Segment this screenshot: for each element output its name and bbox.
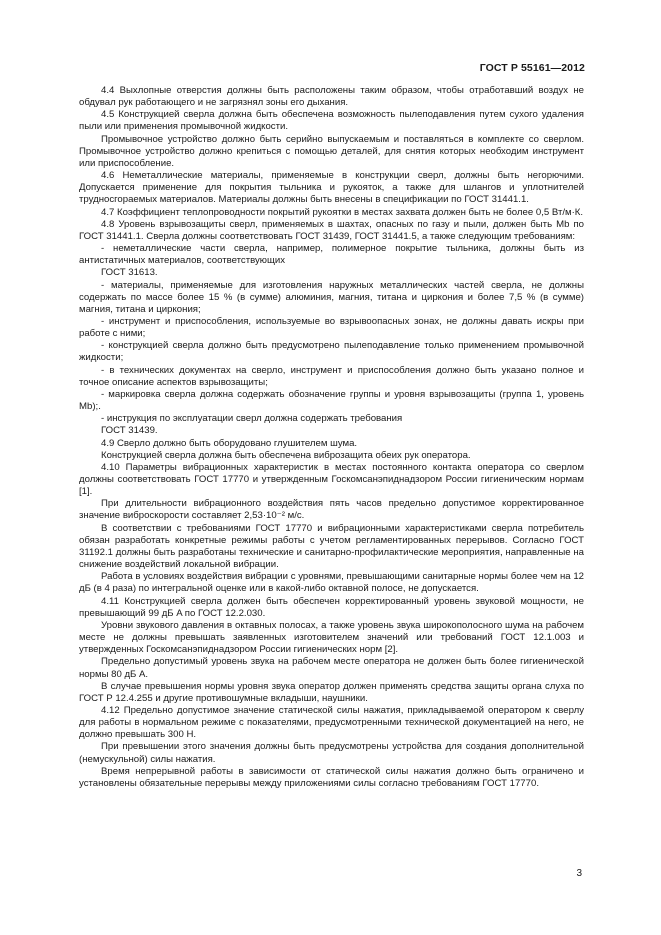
- paragraph: Работа в условиях воздействия вибрации с уровнями, превышающими санитарные нормы более чем на 12 дБ (в 4 раза) по интегральной оценке или в какой-либо октавной полосе, не допускается.: [79, 571, 584, 595]
- document-body: [79, 85, 584, 790]
- paragraph: Время непрерывной работы в зависимости от статической силы нажатия должно быть ограничено и установлены обязательные перерывы между приложениями силы согласно требованиям ГОСТ 17770.: [79, 765, 584, 789]
- list-item: - инструкция по эксплуатации сверл должна содержать требования: [101, 413, 403, 425]
- paragraph-4-12: 4.12 Предельно допустимое значение статической силы нажатия, прикладываемой оператором к сверлу для работы в нормальном режиме с показателями, предусмотренными технической документацией на него, не должно превышать 300 Н.: [79, 704, 584, 741]
- paragraph: Промывочное устройство должно быть серийно выпускаемым и поставляться в комплекте со сверлом. Промывочное устройство должно крепиться с помощью деталей, для снятия которых необходим инструмент или приспособление.: [79, 133, 584, 169]
- list-item: - конструкцией сверла должно быть предусмотрено пылеподавление только применением промывочной жидкости;: [79, 340, 584, 364]
- paragraph: Предельно допустимый уровень звука на рабочем месте оператора не должен быть более гигиенической нормы 80 дБ A.: [79, 656, 584, 680]
- paragraph: Уровни звукового давления в октавных полосах, а также уровень звука широкополосного шума на рабочем месте не должны превышать заявленных изготовителем значений или требований ГОСТ 12.1.003 и утвержденных Госкомсанэпиднадзором России гигиенических норм [2].: [79, 619, 584, 656]
- paragraph-4-8: 4.8 Уровень взрывозащиты сверл, применяемых в шахтах, опасных по газу и пыли, должен быть Mb по ГОСТ 31441.1. Сверла должны соответствовать ГОСТ 31439, ГОСТ 31441.5, а также следующим требованиям:: [79, 218, 584, 242]
- paragraph: ГОСТ 31613.: [101, 267, 158, 279]
- list-item: - маркировка сверла должна содержать обозначение группы и уровня взрывозащиты (группа 1, уровень Mb);.: [79, 388, 584, 413]
- paragraph-4-11: 4.11 Конструкцией сверла должен быть обеспечен корректированный уровень звуковой мощности, не превышающий 99 дБ A по ГОСТ 12.2.030.: [79, 595, 584, 619]
- paragraph-4-4: 4.4 Выхлопные отверстия должны быть расположены таким образом, чтобы отработавший воздух не обдувал рук работающего и не загрязнял зоны его дыхания.: [79, 85, 584, 109]
- list-item: - инструмент и приспособления, используемые во взрывоопасных зонах, не должны давать искры при работе с ними;: [79, 315, 584, 340]
- page-number: 3: [576, 868, 582, 879]
- paragraph-4-10: 4.10 Параметры вибрационных характеристик в местах постоянного контакта оператора со сверлом должны соответствовать ГОСТ 17770 и утвержденным Госкомсанэпиднадзором России гигиеническим нормам [1].: [79, 461, 584, 498]
- paragraph-4-5: 4.5 Конструкцией сверла должна быть обеспечена возможность пылеподавления путем сухого удаления пыли или применения промывочной жидкости.: [79, 109, 584, 133]
- paragraph: Конструкцией сверла должна быть обеспечена виброзащита обеих рук оператора.: [101, 449, 471, 461]
- document-code-header: ГОСТ Р 55161—2012: [479, 62, 585, 74]
- paragraph-4-6: 4.6 Неметаллические материалы, применяемые в конструкции сверл, должны быть негорючими. Допускается применение для покрытия тыльника и рукояток, а также для шлангов и уплотнителей трудносгораемых материалов. Материалы должны быть внесены в спецификации по ГОСТ 31441.1.: [79, 170, 584, 206]
- paragraph-4-9: 4.9 Сверло должно быть оборудовано глушителем шума.: [101, 437, 358, 449]
- paragraph-4-7: 4.7 Коэффициент теплопроводности покрытий рукоятки в местах захвата должен быть не более 0,5 Вт/м·К.: [101, 206, 584, 218]
- paragraph: В случае превышения нормы уровня звука оператор должен применять средства защиты органа слуха по ГОСТ Р 12.4.255 и другие противошумные вкладыши, наушники.: [79, 680, 584, 704]
- list-item: - неметаллические части сверла, например, полимерное покрытие тыльника, должны быть из антистатичных материалов, соответствующих: [79, 243, 584, 267]
- list-item: - в технических документах на сверло, инструмент и приспособления должно быть указано полное и точное описание аспектов взрывозащиты;: [79, 364, 584, 388]
- paragraph: ГОСТ 31439.: [101, 425, 158, 437]
- list-item: - материалы, применяемые для изготовления наружных металлических частей сверла, не должны содержать по массе более 15 % (в сумме) алюминия, магния, титана и циркония и более 7,5 % (в сумме) магния, титана и циркония;: [79, 279, 584, 315]
- paragraph: При превышении этого значения должны быть предусмотрены устройства для создания дополнительной (немускульной) силы нажатия.: [79, 741, 584, 765]
- paragraph: При длительности вибрационного воздействия пять часов предельно допустимое корректированное значение виброскорости составляет 2,53·10⁻² м/с.: [79, 498, 584, 522]
- paragraph: В соответствии с требованиями ГОСТ 17770 и вибрационными характеристиками сверла потребитель обязан разработать конкретные режимы работы с учетом регламентированных перерывов. Согласно ГОСТ 31192.1 должны быть разработаны технические и санитарно-профилактические мероприятия, направленные на снижение воздействий локальной вибрации.: [79, 522, 584, 571]
